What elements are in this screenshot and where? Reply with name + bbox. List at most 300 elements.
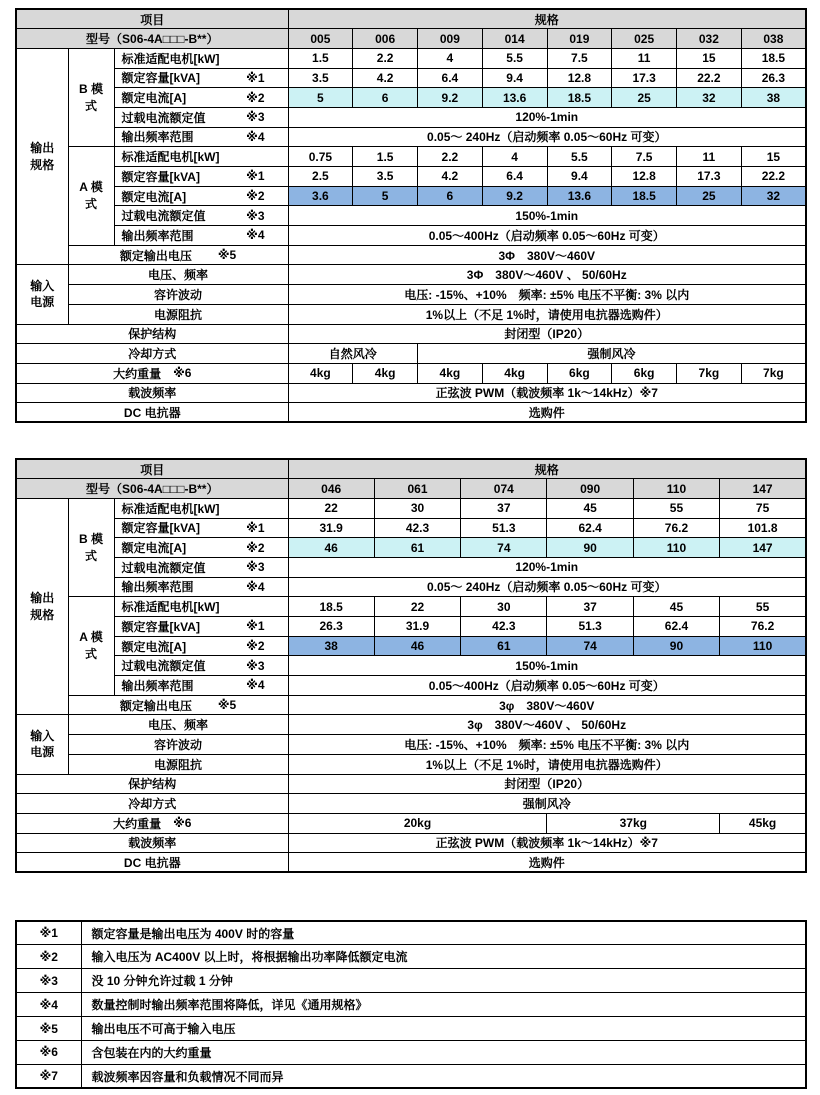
spec-row-label-text: 额定电流[A] (121, 639, 187, 654)
bottom-row-label-text: 冷却方式 (128, 797, 177, 812)
bottom-row-label-flex (18, 834, 287, 851)
spec-value-cell: 4.2 (353, 68, 418, 88)
spec-row-label-text: 额定容量[kVA] (121, 619, 200, 634)
spec-row-label-flex (116, 227, 287, 244)
merged-value-cell: 0.05～400Hz（启动频率 0.05～60Hz 可变） (288, 226, 806, 246)
spec-row-label-text: 过载电流额定值 (121, 560, 206, 575)
merged-value-cell: 120%-1min (288, 557, 806, 577)
spec-row-label-flex (116, 500, 287, 517)
merged-value-cell: 封闭型（IP20） (288, 324, 806, 344)
spec-row-label-flex (116, 128, 287, 145)
spec-value-cell: 74 (461, 538, 547, 558)
spec-value-cell: 13.6 (482, 88, 547, 108)
spec-value-cell: 45 (547, 498, 633, 518)
mode-label-text: A 模式 (79, 180, 103, 212)
spec-value-cell: 4kg (418, 363, 483, 383)
footnote-text-cell: 输出电压不可高于输入电压 (81, 1017, 806, 1041)
spec-value-cell: 4kg (288, 363, 353, 383)
footnote-text-cell: 额定容量是输出电压为 400V 时的容量 (81, 921, 806, 945)
bottom-row-label (16, 363, 288, 383)
spec-value-cell: 9.4 (547, 167, 612, 187)
spec-row (16, 206, 806, 226)
spec-value-cell: 强制风冷 (288, 794, 806, 814)
footnote-ref: ※4 (246, 579, 265, 594)
header-row (16, 9, 806, 29)
spec-row-label-text: 额定容量[kVA] (121, 71, 200, 86)
bottom-row-label-text: 载波频率 (128, 836, 177, 851)
spec-row-label-flex (116, 188, 287, 205)
column-header-item: 项目 (16, 459, 288, 479)
bottom-row-label-text: 保护结构 (128, 777, 177, 792)
spec-row-label-text: 额定容量[kVA] (121, 169, 200, 184)
spec-row-label-flex (116, 539, 287, 556)
footnote-ref: ※2 (246, 90, 265, 105)
spec-value-cell: 4 (482, 147, 547, 167)
model-code-cell: 090 (547, 479, 633, 499)
model-number-label: 型号（S06-4A□□□-B**） (16, 29, 288, 49)
spec-row-label-text: 过载电流额定值 (121, 659, 206, 674)
section-label-text: 输出规格 (30, 140, 55, 172)
section-label-output-spec (16, 498, 68, 715)
spec-value-cell: 5.5 (547, 147, 612, 167)
footnote-ref: ※5 (217, 698, 237, 713)
spec-row-label-text: 标准适配电机[kW] (121, 150, 220, 165)
model-code-cell: 038 (741, 29, 806, 49)
column-header-item: 项目 (16, 9, 288, 29)
spec-row (16, 48, 806, 68)
spec-value-cell: 3.6 (288, 186, 353, 206)
spec-row (16, 107, 806, 127)
spec-row-label (114, 147, 288, 167)
spec-value-cell: 12.8 (547, 68, 612, 88)
spec-value-cell: 51.3 (547, 617, 633, 637)
bottom-spec-row (16, 403, 806, 423)
footnote-row (16, 969, 806, 993)
spec-value-cell: 147 (720, 538, 806, 558)
bottom-row-label (16, 403, 288, 423)
input-row-value: 电压: -15%、+10% 频率: ±5% 电压不平衡: 3% 以内 (288, 735, 806, 755)
spec-value-cell: 18.5 (547, 88, 612, 108)
footnote-ref-cell: ※1 (16, 921, 81, 945)
spec-row (16, 186, 806, 206)
header-row (16, 459, 806, 479)
bottom-row-label (16, 833, 288, 853)
spec-value-cell: 6 (353, 88, 418, 108)
spec-row-label-flex (116, 207, 287, 224)
section-label-text (29, 590, 55, 624)
spec-value-cell: 42.3 (461, 617, 547, 637)
spec-value-cell: 55 (720, 597, 806, 617)
spec-row-label (114, 127, 288, 147)
spec-value-cell: 4 (418, 48, 483, 68)
footnote-ref: ※1 (246, 169, 265, 184)
model-number-label: 型号（S06-4A□□□-B**） (16, 479, 288, 499)
spec-value-cell: 2.2 (418, 147, 483, 167)
column-header-spec: 规格 (288, 459, 806, 479)
spec-row-label-text: 输出频率范围 (121, 228, 194, 243)
spec-row-label (114, 68, 288, 88)
footnote-text-cell: 载波频率因容量和负载情况不同而异 (81, 1064, 806, 1088)
model-code-cell: 110 (633, 479, 719, 499)
rated-output-voltage-flex (70, 247, 287, 264)
spec-value-cell: 6kg (612, 363, 677, 383)
spec-table-large-capacity (15, 458, 807, 873)
spec-value-cell: 4kg (482, 363, 547, 383)
footnote-ref: ※3 (246, 110, 265, 125)
spec-row-label-flex (116, 168, 287, 185)
bottom-row-label (16, 324, 288, 344)
spec-row-label-text: 标准适配电机[kW] (121, 51, 220, 66)
spec-value-cell: 5 (353, 186, 418, 206)
spec-row-label (114, 206, 288, 226)
spec-value-cell: 9.2 (418, 88, 483, 108)
spec-value-cell: 30 (374, 498, 460, 518)
merged-value-cell: 150%-1min (288, 656, 806, 676)
spec-value-cell: 55 (633, 498, 719, 518)
spec-value-cell: 12.8 (612, 167, 677, 187)
spec-row-label (114, 167, 288, 187)
input-row-value: 3φ 380V～460V 、 50/60Hz (288, 715, 806, 735)
bottom-row-label-flex (18, 325, 287, 342)
spec-row-label-text: 过载电流额定值 (121, 209, 206, 224)
rated-output-voltage-value: 3φ 380V～460V (288, 695, 806, 715)
spec-row-label-flex (116, 677, 287, 694)
spec-value-cell: 6kg (547, 363, 612, 383)
bottom-row-label-flex (18, 795, 287, 812)
footnote-row (16, 1040, 806, 1064)
spec-row-label-flex (116, 148, 287, 165)
spec-row-label-flex (116, 50, 287, 67)
section-label-input-power (16, 265, 68, 324)
spec-value-cell: 32 (677, 88, 742, 108)
footnote-ref-cell: ※5 (16, 1017, 81, 1041)
bottom-row-label-flex (18, 384, 287, 401)
spec-value-cell: 13.6 (547, 186, 612, 206)
rated-output-voltage-text: 额定输出电压 (119, 248, 192, 263)
spec-row-label-text: 额定电流[A] (121, 91, 187, 106)
bottom-spec-row (16, 794, 806, 814)
spec-row (16, 617, 806, 637)
spec-row-label (114, 597, 288, 617)
input-row-label: 电源阻抗 (68, 754, 288, 774)
spec-row (16, 88, 806, 108)
spec-value-cell: 30 (461, 597, 547, 617)
spec-value-cell: 51.3 (461, 518, 547, 538)
bottom-spec-row (16, 853, 806, 873)
spec-value-cell: 90 (633, 636, 719, 656)
rated-output-voltage-text: 额定输出电压 (119, 698, 192, 713)
spec-row (16, 577, 806, 597)
footnote-row (16, 1017, 806, 1041)
spec-value-cell: 6 (418, 186, 483, 206)
bottom-row-label-text: 大约重量 (113, 366, 162, 381)
bottom-spec-row (16, 324, 806, 344)
spec-value-cell: 17.3 (612, 68, 677, 88)
spec-value-cell: 25 (677, 186, 742, 206)
spec-value-cell: 61 (374, 538, 460, 558)
spec-value-cell: 22 (288, 498, 374, 518)
spec-value-cell: 6.4 (482, 167, 547, 187)
model-code-cell: 005 (288, 29, 353, 49)
footnote-text-cell: 没 10 分钟允许过载 1 分钟 (81, 969, 806, 993)
spec-value-cell: 38 (741, 88, 806, 108)
spec-row (16, 147, 806, 167)
rated-output-voltage-flex (70, 697, 287, 714)
model-code-cell: 032 (677, 29, 742, 49)
bottom-spec-row (16, 383, 806, 403)
spec-value-cell: 31.9 (288, 518, 374, 538)
spec-value-cell: 22.2 (677, 68, 742, 88)
bottom-row-label-text: DC 电抗器 (123, 855, 181, 870)
spec-row (16, 636, 806, 656)
spec-value-cell: 37kg (547, 813, 720, 833)
footnote-ref: ※3 (246, 560, 265, 575)
merged-value-cell: 0.05～400Hz（启动频率 0.05～60Hz 可变） (288, 676, 806, 696)
bottom-row-label (16, 383, 288, 403)
spec-value-cell: 自然风冷 (288, 344, 418, 364)
spec-value-cell: 26.3 (288, 617, 374, 637)
section-label-text: 输入电源 (30, 278, 55, 310)
spec-row (16, 167, 806, 187)
spec-row (16, 538, 806, 558)
section-label-input-power (16, 715, 68, 774)
spec-row-label-text: 输出频率范围 (121, 130, 194, 145)
merged-value-cell: 0.05～ 240Hz（启动频率 0.05～60Hz 可变） (288, 127, 806, 147)
spec-value-cell: 26.3 (741, 68, 806, 88)
spec-value-cell: 强制风冷 (418, 344, 807, 364)
spec-value-cell: 15 (677, 48, 742, 68)
spec-value-cell: 4.2 (418, 167, 483, 187)
merged-value-cell: 选购件 (288, 853, 806, 873)
footnote-ref: ※4 (246, 129, 265, 144)
spec-value-cell: 32 (741, 186, 806, 206)
spec-value-cell: 20kg (288, 813, 547, 833)
rated-output-voltage-label (68, 695, 288, 715)
spec-value-cell: 62.4 (547, 518, 633, 538)
spec-value-cell: 9.4 (482, 68, 547, 88)
footnote-ref: ※2 (246, 639, 265, 654)
spec-row-label (114, 107, 288, 127)
bottom-spec-row (16, 774, 806, 794)
spec-row-label-text: 过载电流额定值 (121, 110, 206, 125)
footnote-ref: ※1 (246, 619, 265, 634)
spec-value-cell: 18.5 (288, 597, 374, 617)
spec-row-label (114, 636, 288, 656)
model-row (16, 479, 806, 499)
column-header-spec: 规格 (288, 9, 806, 29)
spec-value-cell: 7.5 (547, 48, 612, 68)
input-power-row (16, 735, 806, 755)
merged-value-cell: 正弦波 PWM（载波频率 1k～14kHz）※7 (288, 383, 806, 403)
spec-value-cell: 7.5 (612, 147, 677, 167)
footnote-ref: ※3 (246, 208, 265, 223)
section-label-text (29, 728, 55, 762)
input-row-label: 电压、频率 (68, 265, 288, 285)
mode-label (68, 597, 114, 695)
input-row-value: 1%以上（不足 1%时，请使用电抗器选购件） (288, 304, 806, 324)
footnote-ref: ※2 (246, 189, 265, 204)
spec-row (16, 226, 806, 246)
mode-label (68, 498, 114, 596)
mode-label-text (75, 81, 108, 115)
mode-label-text (75, 629, 108, 663)
spec-row-label (114, 557, 288, 577)
bottom-spec-row (16, 344, 806, 364)
spec-value-cell: 110 (720, 636, 806, 656)
footnote-ref-cell: ※6 (16, 1040, 81, 1064)
bottom-row-label-text: 载波频率 (128, 386, 177, 401)
spec-row-label-text: 输出频率范围 (121, 678, 194, 693)
footnote-text-cell: 数量控制时输出频率范围将降低，详见《通用规格》 (81, 993, 806, 1017)
model-code-cell: 046 (288, 479, 374, 499)
spec-row-label (114, 518, 288, 538)
spec-row (16, 557, 806, 577)
spec-value-cell: 1.5 (288, 48, 353, 68)
spec-row-label-text: 额定电流[A] (121, 541, 187, 556)
merged-value-cell: 封闭型（IP20） (288, 774, 806, 794)
spec-row-label-text: 标准适配电机[kW] (121, 501, 220, 516)
spec-row (16, 498, 806, 518)
footnote-ref: ※1 (246, 70, 265, 85)
spec-value-cell: 75 (720, 498, 806, 518)
spec-row-label (114, 88, 288, 108)
spec-value-cell: 46 (374, 636, 460, 656)
spec-value-cell: 101.8 (720, 518, 806, 538)
spec-value-cell: 11 (677, 147, 742, 167)
merged-value-cell: 选购件 (288, 403, 806, 423)
bottom-row-label-text: 冷却方式 (128, 347, 177, 362)
spec-row-label-flex (116, 618, 287, 635)
spec-row-label (114, 498, 288, 518)
spec-row-label (114, 617, 288, 637)
spec-value-cell: 90 (547, 538, 633, 558)
spec-value-cell: 5.5 (482, 48, 547, 68)
footnote-row (16, 1064, 806, 1088)
spec-value-cell: 38 (288, 636, 374, 656)
bottom-row-label-text: 保护结构 (128, 327, 177, 342)
bottom-row-label (16, 853, 288, 873)
footnote-ref-cell: ※7 (16, 1064, 81, 1088)
rated-output-voltage-label (68, 245, 288, 265)
spec-row-label-flex (116, 598, 287, 615)
spec-row-label-flex (116, 578, 287, 595)
mode-label-text (75, 179, 108, 213)
spec-row (16, 597, 806, 617)
mode-label-text: B 模式 (78, 81, 103, 113)
spec-row-label-flex (116, 89, 287, 106)
bottom-row-label (16, 344, 288, 364)
input-power-row (16, 265, 806, 285)
spec-row-label-flex (116, 69, 287, 86)
input-power-row (16, 754, 806, 774)
spec-value-cell: 42.3 (374, 518, 460, 538)
spec-value-cell: 4kg (353, 363, 418, 383)
spec-value-cell: 110 (633, 538, 719, 558)
bottom-row-label-flex (18, 345, 287, 362)
merged-value-cell: 0.05～ 240Hz（启动频率 0.05～60Hz 可变） (288, 577, 806, 597)
input-row-value: 电压: -15%、+10% 频率: ±5% 电压不平衡: 3% 以内 (288, 285, 806, 305)
merged-value-cell: 正弦波 PWM（载波频率 1k～14kHz）※7 (288, 833, 806, 853)
footnote-ref-cell: ※2 (16, 945, 81, 969)
model-code-cell: 147 (720, 479, 806, 499)
bottom-row-label-flex (18, 775, 287, 792)
model-code-cell: 014 (482, 29, 547, 49)
spec-value-cell: 46 (288, 538, 374, 558)
footnote-row (16, 945, 806, 969)
spec-value-cell: 76.2 (633, 518, 719, 538)
spec-row-label (114, 186, 288, 206)
spec-value-cell: 3.5 (288, 68, 353, 88)
footnote-ref-cell: ※3 (16, 969, 81, 993)
mode-label-text: A 模式 (79, 630, 103, 662)
spec-row-label-flex (116, 559, 287, 576)
bottom-row-label-flex (18, 815, 287, 832)
rated-output-voltage-value: 3Φ 380V～460V (288, 245, 806, 265)
spec-value-cell: 1.5 (353, 147, 418, 167)
footnote-ref: ※3 (246, 658, 265, 673)
model-code-cell: 074 (461, 479, 547, 499)
spec-value-cell: 31.9 (374, 617, 460, 637)
footnote-row (16, 921, 806, 945)
spec-value-cell: 76.2 (720, 617, 806, 637)
spec-value-cell: 45kg (720, 813, 806, 833)
model-code-cell: 061 (374, 479, 460, 499)
merged-value-cell: 120%-1min (288, 107, 806, 127)
spec-row-label-flex (116, 638, 287, 655)
spec-row-label (114, 577, 288, 597)
input-row-value: 1%以上（不足 1%时，请使用电抗器选购件） (288, 754, 806, 774)
bottom-row-label-flex (18, 854, 287, 871)
section-label-text (29, 278, 55, 312)
spec-row (16, 127, 806, 147)
bottom-row-label-text: 大约重量 (113, 816, 162, 831)
bottom-row-label-flex (18, 404, 287, 421)
spec-value-cell: 15 (741, 147, 806, 167)
footnote-ref-cell: ※4 (16, 993, 81, 1017)
spec-value-cell: 7kg (677, 363, 742, 383)
spec-value-cell: 2.2 (353, 48, 418, 68)
spec-row-label (114, 538, 288, 558)
spec-value-cell: 2.5 (288, 167, 353, 187)
spec-value-cell: 37 (547, 597, 633, 617)
footnote-ref: ※1 (246, 520, 265, 535)
input-power-row (16, 304, 806, 324)
merged-value-cell: 150%-1min (288, 206, 806, 226)
spec-value-cell: 74 (547, 636, 633, 656)
spec-row-label (114, 676, 288, 696)
spec-value-cell: 11 (612, 48, 677, 68)
rated-output-voltage-row (16, 695, 806, 715)
bottom-spec-row (16, 813, 806, 833)
section-label-text: 输出规格 (30, 590, 55, 622)
model-code-cell: 006 (353, 29, 418, 49)
input-row-label: 容许波动 (68, 285, 288, 305)
footnote-ref: ※2 (246, 540, 265, 555)
mode-label-text: B 模式 (78, 531, 103, 563)
spec-row (16, 68, 806, 88)
input-row-label: 容许波动 (68, 735, 288, 755)
mode-label (68, 147, 114, 245)
footnote-ref: ※4 (246, 678, 265, 693)
spec-value-cell: 37 (461, 498, 547, 518)
input-row-label: 电源阻抗 (68, 304, 288, 324)
bottom-spec-row (16, 833, 806, 853)
spec-value-cell: 18.5 (612, 186, 677, 206)
spec-row-label (114, 48, 288, 68)
model-row (16, 29, 806, 49)
mode-label-text (75, 531, 108, 565)
section-label-text: 输入电源 (30, 728, 55, 760)
